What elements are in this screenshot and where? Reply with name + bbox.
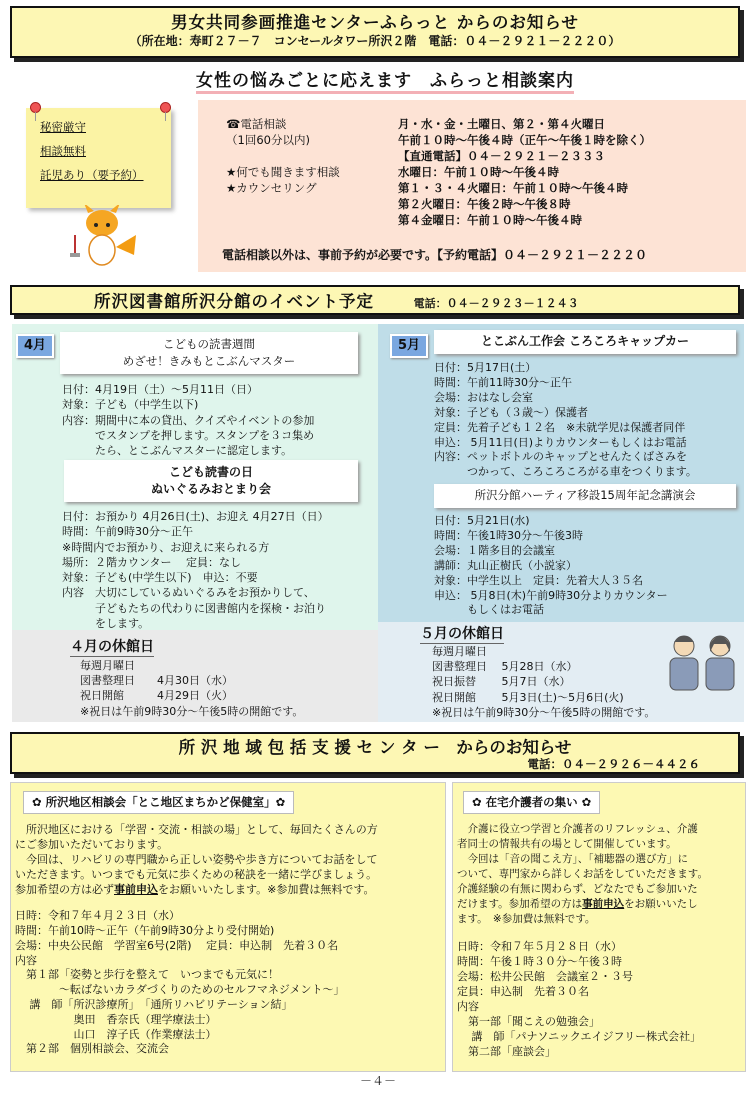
note-item: 秘密厳守: [40, 120, 86, 134]
april-event2-title: こども読書の日 ぬいぐるみおとまり会: [64, 460, 358, 502]
furatto-title: 男女共同参画推進センターふらっと からのお知らせ: [171, 13, 579, 32]
support-right-intro-end: をお願いいたし ます。 ※参加費は無料です。: [457, 898, 698, 926]
may-event1-body: 日付：5月17日(土） 時間：午前11時30分～正午 会場：おはなし会室 対象：子ども（３歳～）保護者 定員：先着子ども１２名 ※未就学児は保護者同伴 申込： 5月11日(日)よりカウンターもしくはお電話 内容：ペットボトルのキャップとせんたくばさみを つかって、ころころころがる車をつくります。: [434, 361, 697, 479]
consult-info-box: [198, 100, 746, 272]
note-item: 託児あり（要予約）: [40, 168, 144, 183]
support-right-box: [452, 782, 746, 1072]
may-badge: 5月: [390, 334, 428, 358]
may-closed-body: 毎週月曜日 図書整理日 5月28日（水） 祝日振替 5月7日（水） 祝日開館 5月3日(土)～5月6日(火) ※祝日は午前9時30分～午後5時の開館です。: [432, 645, 656, 719]
pin-icon: [30, 102, 41, 113]
staff-illustration: [662, 630, 742, 692]
pin-icon: [160, 102, 171, 113]
sticky-note: [26, 108, 171, 208]
support-left-details: 日時：令和７年４月２３日（水） 時間：午前10時～正午（午前9時30分より受付開始) 会場：中央公民館 学習室6号(2階) 定員：申込制 先着３０名 内容 第１部「姿勢と歩行を整えて いつまでも元気に！ ～転ばないカラダづくりのためのセルフマネジメント～」 講 師「所沢診療所」 「通所リハビリテーション結」 奥田 香奈氏（理学療法士） 山口 淳子氏（作業療法士） 第２部 個別相談会、交流会: [15, 909, 345, 1056]
april-closed-body: 毎週月曜日 図書整理日 4月30日（水） 祝日開館 4月29日（火） ※祝日は午前9時30分～午後5時の開館です。: [80, 659, 304, 718]
support-left-title: ✿ 所沢地区相談会「とこ地区まちかど保健室」✿: [23, 791, 294, 814]
support-left-intro: [15, 822, 445, 897]
april-badge: 4月: [16, 334, 54, 358]
support-title: 所 沢 地 域 包 括 支 援 セ ン タ ー からのお知らせ: [178, 738, 572, 757]
consult-footer: 電話相談以外は、事前予約が必要です。【予約電話】０４－２９２１－２２２０: [222, 248, 648, 262]
library-header: [10, 285, 740, 315]
support-left-box: [10, 782, 446, 1072]
april-event1-body: 日付：4月19日（土）～5月11日（日） 対象：子ども（中学生以下) 内容：期間中に本の貸出、クイズやイベントの参加 でスタンプを押します。スタンプを３コ集め たら、とこぶんマスターに認定します。: [62, 383, 315, 458]
support-left-underline: 事前申込: [114, 883, 158, 897]
may-event2-body: 日付：5月21日(水) 時間：午後1時30分～午後3時 会場：１階多目的会議室 講師：丸山正樹氏（小説家） 対象：中学生以上 定員：先着大人３５名 申込： 5月8日(木)午前9時30分よりカウンター もしくはお電話: [434, 514, 668, 617]
support-left-intro-end: をお願いいたします。※参加費は無料です。: [158, 883, 375, 897]
consult-types: ☎電話相談 （1回60分以内) ★何でも聞きます相談 ★カウンセリング: [226, 117, 340, 195]
consult-schedule: 月・水・金・土曜日、第２・第４火曜日 午前１０時～午後４時（正午～午後１時を除く） 【直通電話】０４－２９２１－２３３３ 水曜日：午前１０時～午後４時 第１・３・４火曜日：午前１０時～午後４時 第２火曜日：午後２時～午後８時 第４金曜日：午前１０時～午後４時: [398, 117, 651, 227]
april-closed-title: ４月の休館日: [70, 638, 154, 657]
may-event1-title: とこぶん工作会 ころころキャップカー: [434, 330, 736, 354]
furatto-header: [10, 6, 740, 58]
april-event1-title: こどもの読書週間 めざせ！きみもとこぶんマスター: [60, 332, 358, 374]
mascot-illustration: [62, 205, 142, 275]
note-item: 相談無料: [40, 144, 86, 159]
furatto-address: （所在地：寿町２７－７ コンセールタワー所沢２階 電話：０４－２９２１－２２２０）: [129, 33, 621, 48]
support-right-intro-text: 介護に役立つ学習と介護者のリフレッシュ、介護 者同士の情報共有の場として開催しています。 今回は「音の聞こえ方」、「補聴器の選び方」に ついて、専門家から詳しくお話をしていただきます。 介護経験の有無に関わらず、どなたでもご参加いた だけます。参加希望の方は: [457, 823, 708, 911]
page-number: －４－: [359, 1074, 396, 1088]
support-left-intro-text: 所沢地区における「学習・交流・相談の場」として、毎回たくさんの方 にご参加いただいております。 今回は、リハビリの専門職から正しい姿勢や歩き方についてお話をして いただきます。いつまでも元気に歩くための秘訣を一緒に学びましょう。 参加希望の方は必ず: [15, 823, 378, 897]
support-header: [10, 732, 740, 774]
consult-title: 女性の悩みごとに応えます ふらっと相談案内: [150, 70, 620, 92]
library-title: 所沢図書館所沢分館のイベント予定: [94, 292, 374, 311]
support-right-title: ✿ 在宅介護者の集い ✿: [463, 791, 600, 814]
support-right-intro: [457, 822, 745, 927]
support-right-underline: 事前申込: [582, 898, 625, 911]
may-closed-title: ５月の休館日: [420, 625, 504, 644]
april-event2-body: 日付：お預かり 4月26日(土)、お迎え 4月27日（日） 時間：午前9時30分～正午 ※時間内でお預かり、お迎えに来られる方 場所：２階カウンター 定員：なし 対象：子ども(中学生以下) 申込：不要 内容 大切にしているぬいぐるみをお預かりして、 子どもたちの代わりに図書館内を探検・お泊り をします。: [62, 510, 329, 631]
support-right-details: 日時：令和７年５月２８日（水） 時間：午後１時３０分～午後３時 会場：松井公民館 会議室２・３号 定員：申込制 先着３０名 内容 第一部「聞こえの勉強会」 講 師「パナソニックエイジフリー株式会社」 第二部「座談会」: [457, 940, 702, 1059]
library-phone: 電話：０４－２９２３－１２４３: [413, 297, 579, 310]
support-phone: 電話：０４－２９２６－４４２６: [527, 756, 700, 771]
may-event2-title: 所沢分館ハーティア移設15周年記念講演会: [434, 484, 736, 508]
